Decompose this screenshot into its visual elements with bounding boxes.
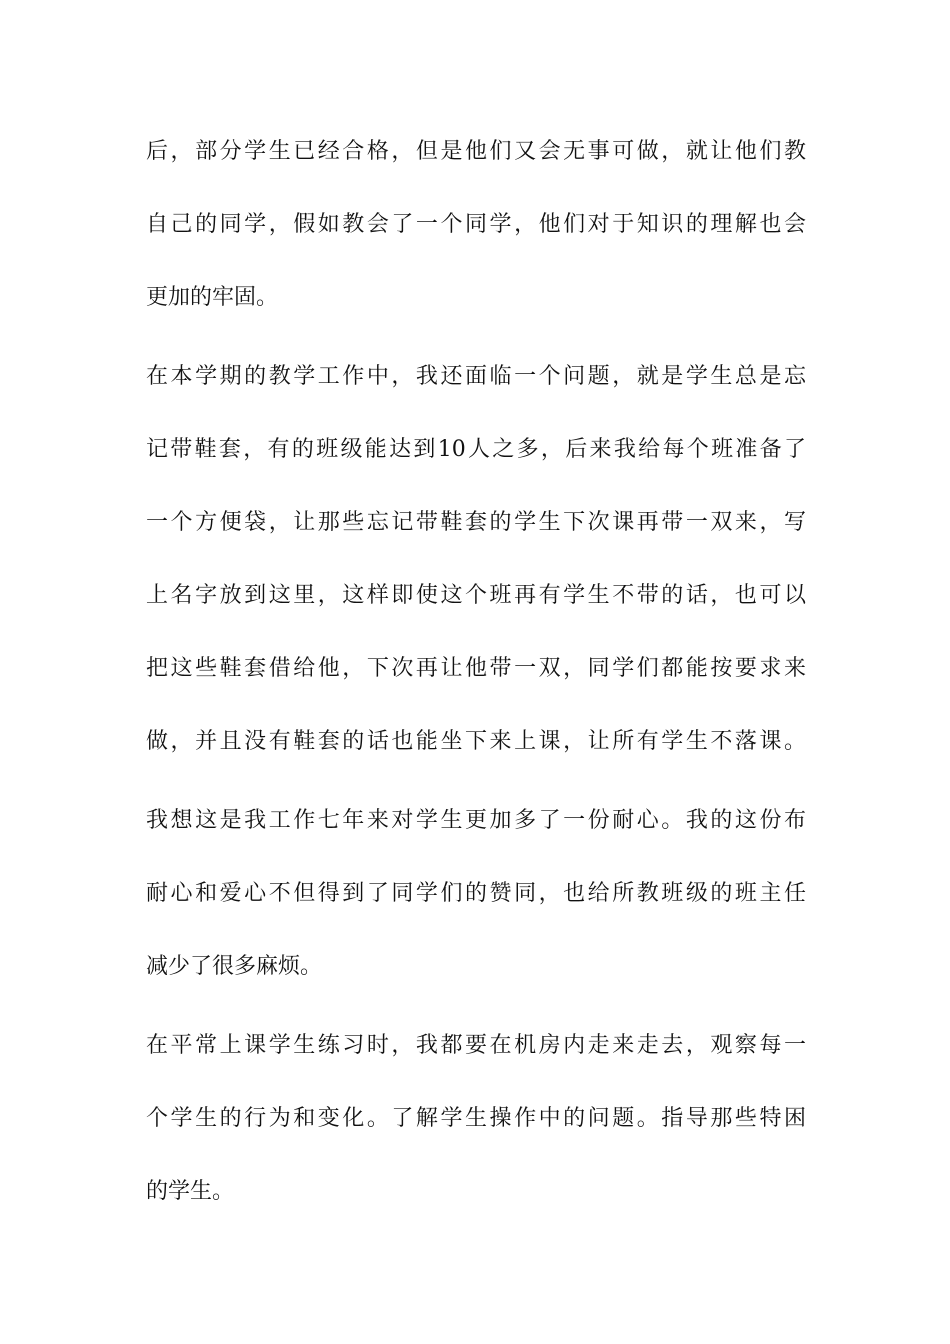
text-line: 在平常上课学生练习时，我都要在机房内走来走去，观察每一 (146, 1033, 806, 1058)
text-line: 个学生的行为和变化。了解学生操作中的问题。指导那些特困 (146, 1106, 806, 1131)
text-line: 我想这是我工作七年来对学生更加多了一份耐心。我的这份布 (146, 808, 806, 833)
text-line: 在本学期的教学工作中，我还面临一个问题，就是学生总是忘 (146, 364, 806, 389)
text-line: 后，部分学生已经合格，但是他们又会无事可做，就让他们教 (146, 139, 806, 164)
text-line: 的学生。 (146, 1179, 235, 1204)
text-line: 耐心和爱心不但得到了同学们的赞同，也给所教班级的班主任 (146, 881, 806, 906)
text-line: 把这些鞋套借给他，下次再让他带一双，同学们都能按要求来 (146, 656, 806, 681)
text-line: 自己的同学，假如教会了一个同学，他们对于知识的理解也会 (146, 212, 806, 237)
text-line: 更加的牢固。 (146, 285, 279, 310)
text-line: 记带鞋套，有的班级能达到10人之多，后来我给每个班准备了 (146, 437, 806, 462)
text-line: 一个方便袋，让那些忘记带鞋套的学生下次课再带一双来，写 (146, 510, 806, 535)
text-line: 做，并且没有鞋套的话也能坐下来上课，让所有学生不落课。 (146, 729, 806, 754)
text-line: 减少了很多麻烦。 (146, 954, 323, 979)
text-line: 上名字放到这里，这样即使这个班再有学生不带的话，也可以 (146, 583, 806, 608)
